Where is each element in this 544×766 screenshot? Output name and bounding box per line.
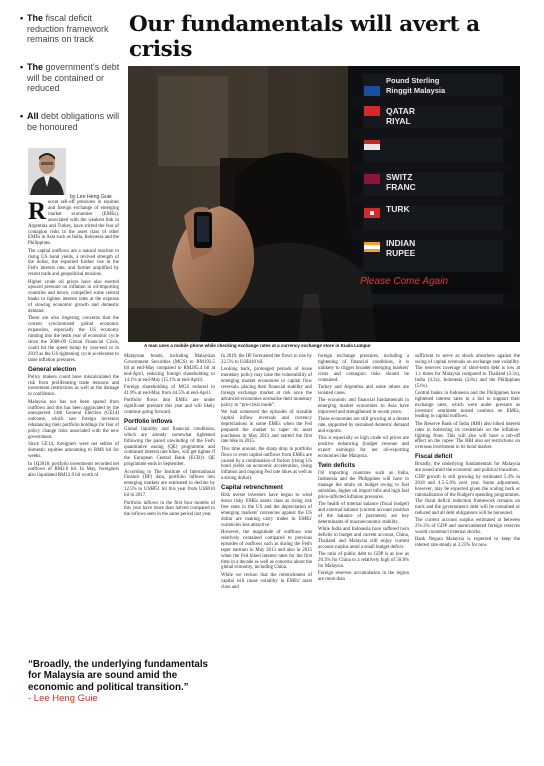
photo-caption [144, 343, 519, 349]
paragraph: There are also lingering concerns that the current synchronised global economic expansion, especially the US economy running into the tenth year of economic cycle since the 2008-09 Global Financial Crisis, could hit the speed bump by year-end or in 2019 as the US tightening cycle accelerates to tame inflation pressures. [28, 316, 119, 363]
paragraph: GDP growth is still growing by estimated 5.4% in 2018 and 4.5-5.0% next year. Some adjustment, however, may be expected given the scaling back or rationalisation of the Budget's spending programmes. The fiscal deficit reduction framework remains on track and the government's debt will be contained or reduced and all debt obligations will be honoured. [415, 475, 520, 516]
paragraph: The health of internal balance (fiscal budget) and external balance (current account position of the balance of payments) are key determinants of macroeconomic stability. [318, 501, 409, 525]
key-point-lead: The [27, 62, 44, 72]
pull-quote [28, 659, 216, 704]
paragraph: Foreign shareholding of MGS reduced to 41.9% at end-May from 44.5% at end-April. [124, 384, 215, 396]
paragraph: sufficient to serve as shock absorbers against the swing of capital reversals on exchange rate volatility. The reserves coverage of short-term debt is low at 1.1 times for Malaysia compared to Thailand (3.3x), India (4.3x), Indonesia (2.8x) and the Philippines (5.6x). [415, 354, 520, 389]
board-label: Pound Sterling [386, 76, 440, 85]
article-column-3 [221, 354, 312, 592]
paragraph: The Reserve Bank of India (RBI) also hiked interest rates in bolstering its credentials on the inflation-fighting front. This will also will have a rub-off effect on the rupee. The RBI also set restrictions on overseas investment in its bond market. [415, 421, 520, 451]
article-column-1 [28, 200, 119, 481]
paragraph: We had witnessed the episodes of sizeable capital inflow reversals and currency depreciations in some EMEs when the Fed prepared the market to taper its asset purchases in May 2013 and started the first rate hike in 2015. [221, 409, 312, 445]
paragraph: The ratio of public debt to GDP is as low as 20.3% for China to a relatively high of 50.8% for Malaysia. [318, 551, 409, 569]
board-label: RIYAL [386, 116, 411, 126]
paragraph: While we reckon that the retrenchment of capital will cause volatility in EMEs' asset class and [221, 572, 312, 590]
paragraph: Policy makers could have miscalculated the risk from proliferating trade tensions and investment restrictions as well as the damage to confidence. [28, 374, 119, 398]
key-point-1: • The fiscal deficit reduction framework remains on track [20, 13, 109, 44]
paragraph: This is especially as high crude oil prices are positive enhancing (budget revenue and export earnings) for net oil-exporting economies like Malaysia. [318, 436, 409, 460]
key-point-text: fiscal deficit reduction framework remains on track [27, 13, 109, 44]
paragraph: Central banks in Indonesia and the Philippines have tightened interest rates in a bid to support their exchange rates, which were under pressure as investors' sentiment turned cautious on EMEs, leading to capital outflows. [415, 390, 520, 420]
paragraph: Higher crude oil prices have also exerted upward pressure on inflation in oil-importing countries and hence, compelled some central banks to tighten interest rates at the expense of slowing economic growth and domestic demand. [28, 279, 119, 315]
paragraph: In 1Q2018, portfolio investments recorded net outflows of RM2.6 bil. In May, foreigners also liquidated RM12.9 bil worth of [28, 461, 119, 479]
paragraph: The current account surplus estimated at between 2%-3% of GDP and unencumbered foreign reserves would counteract external shocks. [415, 518, 520, 536]
paragraph: Global liquidity and financial conditions, which are already somewhat tightened following the paced unwinding of the Fed's quantitative easing (QE) programme and continued interest rate hikes, will get tighter if the European Central Bank (ECB)'s QE programme ends in September. [124, 426, 215, 468]
key-point-3: • All debt obligations will be honoured [20, 111, 120, 132]
paragraph: These economies are still growing at a decent rate, supported by sustained domestic demand and exports. [318, 417, 409, 435]
board-sign: Please Come Again [360, 276, 449, 287]
board-label: SWITZ [386, 172, 413, 182]
paragraph: According to The Institute of International Finance (IIF) data, portfolio inflows into emerging markets are estimated to decline by 12.5% to US$851 bil this year from US$910 bil in 2017. [124, 469, 215, 499]
key-point-text: debt obligations will be honoured [27, 111, 120, 132]
board-label: INDIAN [386, 238, 416, 248]
author-photo [28, 148, 66, 195]
caption-text: A man uses a mobile phone while checking exchange rates at a currency exchange store in Kuala Lumpur [144, 343, 371, 348]
paragraph: ecent sell-off pressures in equities and foreign exchange of emerging market economies (EMEs), associated with the weakest link in Argentina and Turkey, have stirred the fear of contagion risks in the asset class of other EMEs in Asia such as India, Indonesia and the Philippines. [28, 200, 119, 247]
paragraph: Malaysia too has not been spared from outflows and this has been aggravated by the unexpected 14th General Election (GE14) outcome, which saw foreign investors rebalancing their portfolio holdings for fear of policy change risks associated with the new government. [28, 399, 119, 441]
key-point-lead: The [27, 13, 44, 23]
article-column-4 [318, 354, 409, 584]
pull-quote-text: “Broadly, the underlying fundamentals for Malaysia are sound amid the economic and political transition.” [28, 659, 208, 693]
paragraph: Bank Negara Malaysia is expected to keep the interest rate steady at 3.25% for now. [415, 537, 520, 549]
article-column-2 [124, 354, 215, 520]
paragraph: While India and Indonesia have suffered twin deficits in budget and current account, China, Thailand and Malaysia still enjoy current account surplus amid a small budget deficit. [318, 526, 409, 550]
subheading: Twin deficits [318, 461, 356, 469]
paragraph: This time around, the sharp drop in portfolio flows or even capital outflows from EMEs are caused by a combination of factors (rising US bond yields on economic acceleration, rising inflation and ongoing Fed rate hikes as well as a strong dollar). [221, 446, 312, 482]
paragraph: The capital outflows are a natural reaction to rising US bond yields, a revived strength of the dollar, the expected further rise in the Fed's interest rate, and further amplified by recent trade and geopolitical tensions. [28, 248, 119, 278]
paragraph: Portfolio inflows in the first four months of this year have more than halved compared to the inflows seen in the same period last year. [124, 500, 215, 518]
paragraph: In 2019, the IIF forecasted the flows to rise by 22.5% to US$410 bil. [221, 354, 312, 365]
headline: Our fundamentals will avert a crisis [129, 12, 480, 62]
key-point-lead: All [27, 111, 39, 121]
paragraph: Portfolio flows into EMEs are under significant pressure this year and will likely continue going forward. [124, 398, 215, 415]
paragraph: Risk averse investors have begun to wind down risky EMEs assets class as rising risk free rates in the US and the depreciation of emerging markets' currencies against the US dollar are making carry trades in EMEs' currencies less attractive. [221, 493, 312, 528]
paragraph: However, the magnitude of outflows was relatively contained compared to previous episodes of outflows such as during the Fed's taper tantrum in May 2013 and also in 2015 when the Fed hiked interest rates for the first time in a decade as well as concerns about the global economy, including China. [221, 530, 312, 571]
article-photo [128, 66, 520, 342]
paragraph: Oil importing countries such as India, Indonesia and the Philippines will have to manage the strain on budget owing to fuel subsidies, higher oil import bills and high fuel price-inflicted inflation pressures. [318, 470, 409, 500]
subheading: Portfolio inflows [124, 417, 173, 425]
pull-quote-attribution: - Lee Heng Guie [28, 692, 98, 704]
paragraph: Since GE14, foreigners were net sellers of domestic equities amounting to RM6 bil for weeks. [28, 442, 119, 460]
paragraph: foreign exchange pressures, including a tightening of financial conditions, it is unlikely to trigger broader emerging markets' crisis and contagion risks should be contained. [318, 354, 409, 383]
paragraph: Turkey and Argentina and some others are isolated cases. [318, 384, 409, 396]
paragraph: The economic and financial fundamentals in emerging market economies in Asia have improved and strengthened in recent years. [318, 398, 409, 415]
paragraph: Looking back, prolonged periods of loose monetary policy may raise the vulnerability of emerging market economies to capital flow reversals, placing their financial stability and foreign exchange market at risk once the advanced economies normalise their monetary policy to “pre-crisis mode”. [221, 367, 312, 408]
board-label: FRANC [386, 182, 416, 192]
subheading: General election [28, 365, 77, 373]
paragraph: Broadly, the underlying fundamentals for Malaysia are sound amid the economic and political transition. [415, 462, 520, 474]
subheading: Capital retrenchment [221, 484, 283, 492]
key-point-2: • The government's debt will be contained or reduced [20, 62, 120, 93]
subheading: Fiscal deficit [415, 453, 453, 461]
board-label: RUPEE [386, 248, 416, 258]
paragraph: Foreign reserves accumulation in the region are more than [318, 571, 409, 582]
drop-cap: R [28, 198, 47, 225]
board-label: QATAR [386, 106, 415, 116]
key-point-text: government's debt will be contained or reduced [27, 62, 120, 93]
byline: by Lee Heng Guie [70, 194, 112, 200]
article-column-5 [415, 354, 520, 551]
board-label: Ringgit Malaysia [386, 86, 446, 95]
board-label: TURK [386, 204, 410, 214]
paragraph: Malaysian bonds, including Malaysian Government Securities (MGS) to RM192.5 bil at end-May compared to RM205.4 bil at end-April, reducing foreign shareholding to 14.1% at end-May (15.1% at end-April). [124, 354, 215, 383]
